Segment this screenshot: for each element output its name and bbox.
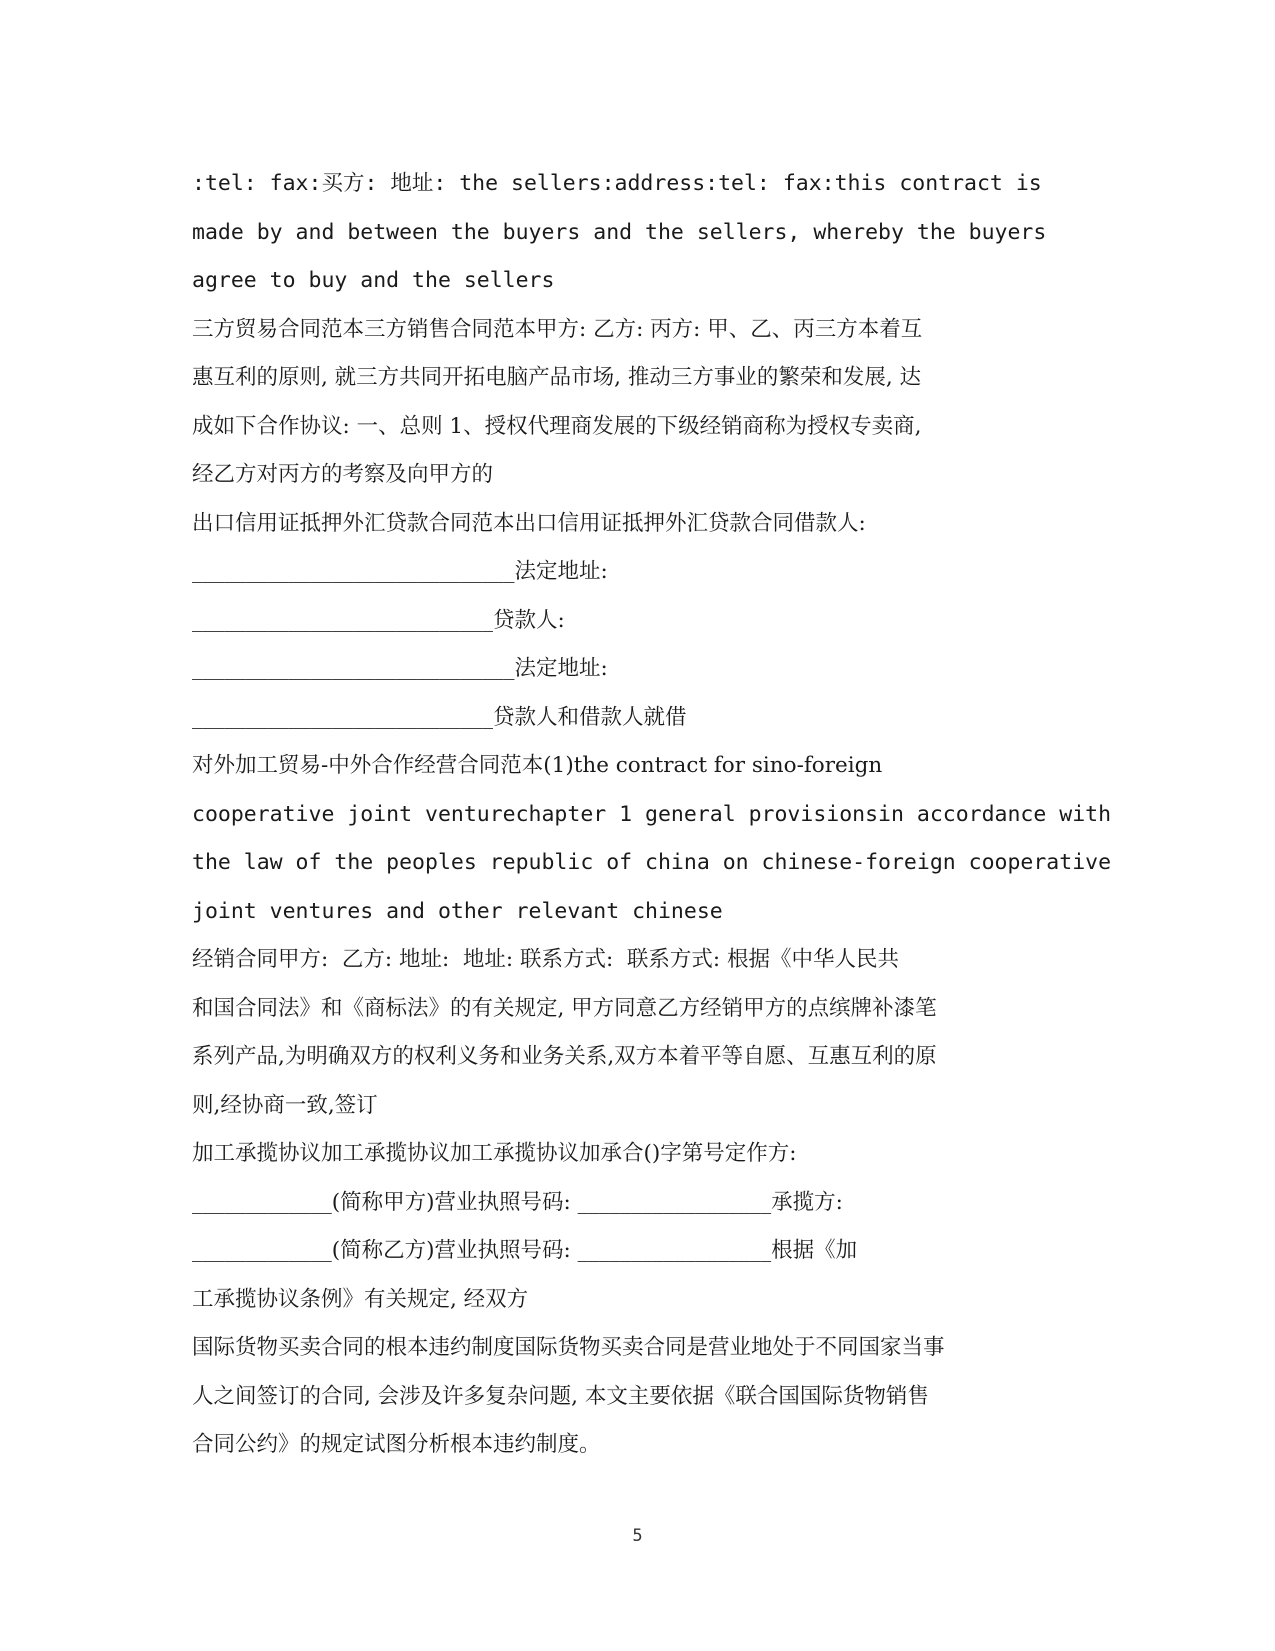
text-line: 国际货物买卖合同的根本违约制度国际货物买卖合同是营业地处于不同国家当事 (192, 1335, 945, 1360)
text-line: agree to buy and the sellers (192, 268, 555, 293)
text-line: 合同公约》的规定试图分析根本违约制度。 (192, 1432, 601, 1457)
text-line: 和国合同法》和《商标法》的有关规定, 甲方同意乙方经销甲方的点缤牌补漆笔 (192, 995, 937, 1021)
text-line: cooperative joint venturechapter 1 general provisionsin accordance with (192, 801, 1112, 827)
text-line: 经乙方对丙方的考察及向甲方的 (192, 462, 494, 487)
paragraph-three-party-trade-contract (192, 306, 1092, 500)
text-line: 加工承揽协议加工承揽协议加工承揽协议加承合()字第号定作方: (192, 1141, 797, 1166)
document-body (192, 160, 1112, 1470)
text-line: ____________________________贷款人和借款人就借 (192, 704, 687, 730)
text-line: 对外加工贸易-中外合作经营合同范本(1)the contract for sino-foreign (192, 753, 883, 778)
text-line: the law of the peoples republic of china on chinese-foreign cooperative (192, 850, 1112, 875)
text-line: made by and between the buyers and the sellers, whereby the buyers (192, 219, 1047, 245)
text-line: 三方贸易合同范本三方销售合同范本甲方: 乙方: 丙方: 甲、乙、丙三方本着互 (192, 316, 923, 342)
text-line: 经销合同甲方: 乙方: 地址: 地址: 联系方式: 联系方式: 根据《中华人民共 (192, 947, 899, 972)
text-line: joint ventures and other relevant chinese (192, 898, 723, 924)
text-line: ______________________________法定地址: (192, 656, 608, 681)
text-line: _____________(简称乙方)营业执照号码: __________________根据《加 (192, 1238, 858, 1263)
text-line: 成如下合作协议: 一、总则 1、授权代理商发展的下级经销商称为授权专卖商, (192, 413, 922, 439)
text-line: 系列产品,为明确双方的权利义务和业务关系,双方本着平等自愿、互惠互利的原 (192, 1044, 937, 1069)
paragraph-international-sales-breach (192, 1324, 1092, 1470)
text-line: 出口信用证抵押外汇贷款合同范本出口信用证抵押外汇贷款合同借款人: (192, 510, 866, 536)
text-line: :tel: fax:买方: 地址: the sellers:address:tel: fax:this contract is (192, 171, 1042, 196)
paragraph-distribution-contract (192, 936, 1092, 1130)
text-line: ______________________________法定地址: (192, 559, 608, 584)
paragraph-sales-contract-english (192, 160, 1092, 306)
paragraph-cooperative-joint-venture (192, 742, 1112, 936)
text-line: 工承揽协议条例》有关规定, 经双方 (192, 1286, 529, 1312)
text-line: 人之间签订的合同, 会涉及许多复杂问题, 本文主要依据《联合国国际货物销售 (192, 1383, 929, 1409)
text-line: 则,经协商一致,签订 (192, 1092, 378, 1118)
text-line: 惠互利的原则, 就三方共同开拓电脑产品市场, 推动三方事业的繁荣和发展, 达 (192, 365, 922, 390)
paragraph-export-credit-loan-contract (192, 500, 1092, 743)
text-line: ____________________________贷款人: (192, 607, 565, 633)
page-number: 5 (632, 1526, 643, 1546)
text-line: _____________(简称甲方)营业执照号码: __________________承揽方: (192, 1189, 843, 1215)
paragraph-processing-agreement (192, 1130, 1092, 1324)
